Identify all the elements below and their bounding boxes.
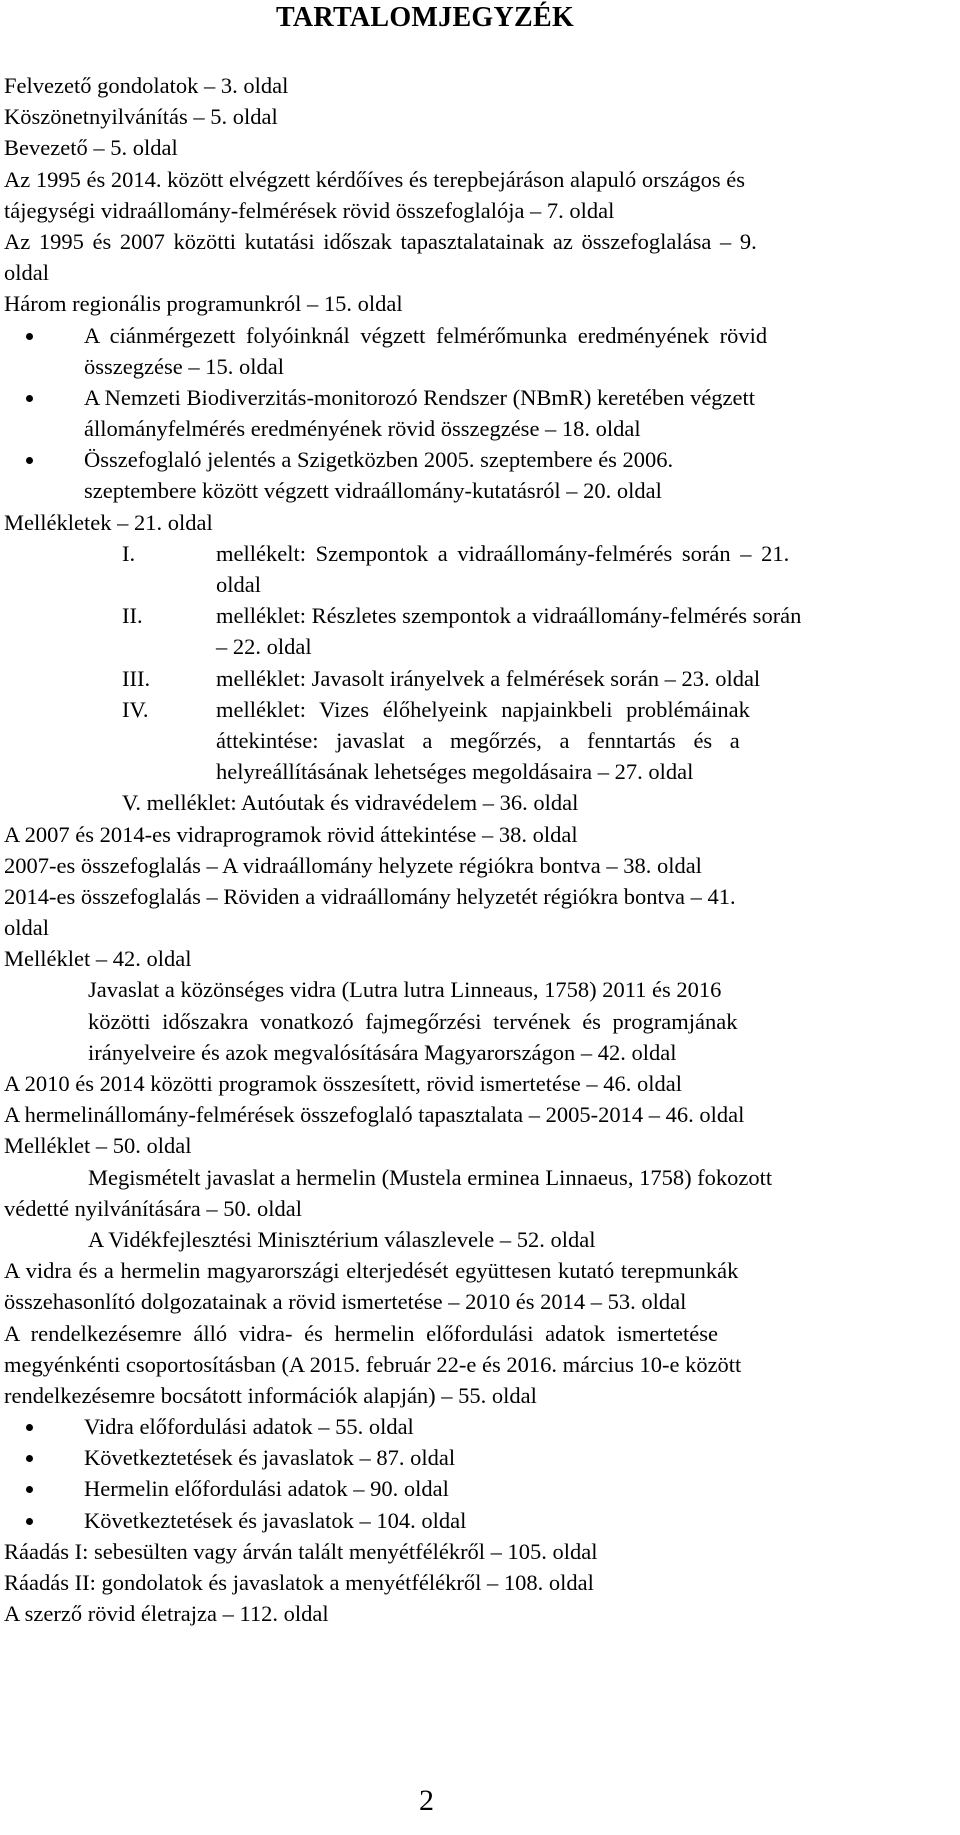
- toc-line: 2014-es összefoglalás – Röviden a vidraállomány helyzetét régiókra bontva – 41.: [4, 883, 736, 909]
- toc-line-text: V. melléklet: Autóutak és vidravédelem – 36. oldal: [122, 790, 579, 816]
- toc-line-text: melléklet: Javasolt irányelvek a felmérések során – 23. oldal: [216, 665, 761, 691]
- toc-line: A vidra és a hermelin magyarországi elterjedését együttesen kutató terepmunkák: [4, 1258, 739, 1284]
- toc-bullet-line: [4, 1442, 944, 1473]
- toc-lines: [4, 70, 944, 1629]
- toc-line: A hermelinállomány-felmérések összefoglaló tapasztalata – 2005-2014 – 46. oldal: [4, 1102, 745, 1128]
- toc-line: védetté nyilvánítására – 50. oldal: [4, 1195, 303, 1221]
- toc-line: Melléklet – 42. oldal: [4, 946, 192, 972]
- toc-line: 2007-es összefoglalás – A vidraállomány helyzete régiókra bontva – 38. oldal: [4, 852, 702, 878]
- page-title: TARTALOMJEGYZÉK: [276, 2, 575, 33]
- toc-line-text: A ciánmérgezett folyóinknál végzett felmérőmunka eredményének rövid: [84, 322, 768, 348]
- toc-line-text: összegzése – 15. oldal: [84, 353, 284, 379]
- toc-line: oldal: [4, 260, 49, 286]
- toc-line-text: Következtetések és javaslatok – 87. oldal: [84, 1445, 456, 1471]
- toc-line: Az 1995 és 2014. között elvégzett kérdőíves és terepbejáráson alapuló országos és: [4, 166, 746, 192]
- toc-numbered-line: [4, 663, 944, 694]
- toc-line: Köszönetnyilvánítás – 5. oldal: [4, 104, 278, 130]
- toc-line: oldal: [4, 915, 49, 941]
- toc-numbered-line: [4, 694, 944, 725]
- toc-line-text: Összefoglaló jelentés a Szigetközben 2005. szeptembere és 2006.: [84, 447, 674, 473]
- toc-line-text: mellékelt: Szempontok a vidraállomány-felmérés során – 21.: [216, 540, 790, 566]
- toc-line: Három regionális programunkról – 15. oldal: [4, 291, 403, 317]
- toc-line: A 2010 és 2014 közötti programok összesített, rövid ismertetése – 46. oldal: [4, 1071, 683, 1096]
- toc-line-text: állományfelmérés eredményének rövid összegzése – 18. oldal: [84, 416, 641, 442]
- toc-line: Melléklet – 50. oldal: [4, 1133, 192, 1159]
- toc-line-text: szeptembere között végzett vidraállomány-kutatásról – 20. oldal: [84, 478, 662, 504]
- toc-line-text: melléklet: Vizes élőhelyeink napjainkbeli problémáinak: [216, 696, 750, 722]
- toc-line: Az 1995 és 2007 közötti kutatási időszak tapasztalatainak az összefoglalása – 9.: [4, 228, 757, 254]
- appendix-number: I.: [122, 540, 136, 566]
- toc-line-text: Vidra előfordulási adatok – 55. oldal: [84, 1414, 414, 1440]
- toc-line-text: melléklet: Részletes szempontok a vidraállomány-felmérés során: [216, 603, 802, 629]
- page-number: 2: [419, 1784, 434, 1817]
- toc-bullet-line: [4, 1473, 944, 1504]
- toc-line: [4, 569, 944, 600]
- toc-line: [4, 413, 944, 444]
- toc-line-text: – 22. oldal: [216, 634, 312, 660]
- toc-line: Felvezető gondolatok – 3. oldal: [4, 73, 289, 98]
- toc-line: [4, 1224, 944, 1255]
- toc-line-text: A Vidékfejlesztési Minisztérium válaszlevele – 52. oldal: [88, 1226, 596, 1252]
- toc-line: összehasonlító dolgozatainak a rövid ismertetése – 2010 és 2014 – 53. oldal: [4, 1289, 687, 1315]
- toc-line: Ráadás I: sebesülten vagy árván talált menyétfélékről – 105. oldal: [4, 1538, 598, 1564]
- toc-line: [4, 787, 944, 818]
- toc-line-text: helyreállításának lehetséges megoldásaira – 27. oldal: [216, 759, 694, 785]
- toc-bullet-line: [4, 320, 944, 351]
- appendix-number: IV.: [122, 696, 149, 722]
- toc-line: [4, 756, 944, 787]
- toc-line: Mellékletek – 21. oldal: [4, 509, 213, 535]
- toc-line: megyénkénti csoportosításban (A 2015. február 22-e és 2016. március 10-e között: [4, 1351, 742, 1377]
- toc-bullet-line: [4, 1505, 944, 1536]
- toc-line-text: A Nemzeti Biodiverzitás-monitorozó Rendszer (NBmR) keretében végzett: [84, 384, 756, 410]
- toc-line-text: irányelveire és azok megvalósítására Magyarországon – 42. oldal: [88, 1039, 677, 1065]
- toc-line: [4, 631, 944, 662]
- toc-bullet-line: [4, 444, 944, 475]
- toc-line: Ráadás II: gondolatok és javaslatok a menyétfélékről – 108. oldal: [4, 1570, 594, 1595]
- toc-line-text: Következtetések és javaslatok – 104. oldal: [84, 1507, 467, 1533]
- toc-line-text: oldal: [216, 572, 261, 597]
- appendix-number: III.: [122, 665, 151, 691]
- toc-line: tájegységi vidraállomány-felmérések rövid összefoglalója – 7. oldal: [4, 197, 615, 223]
- toc-line: [4, 1006, 944, 1037]
- toc-line: A rendelkezésemre álló vidra- és hermelin előfordulási adatok ismertetése: [4, 1320, 718, 1346]
- toc-line: [4, 1162, 944, 1193]
- toc-numbered-line: [4, 600, 944, 631]
- toc-numbered-line: [4, 538, 944, 569]
- toc-line: Bevezető – 5. oldal: [4, 135, 178, 161]
- toc-line-text: Javaslat a közönséges vidra (Lutra lutra Linneaus, 1758) 2011 és 2016: [88, 977, 722, 1003]
- toc-line: [4, 475, 944, 506]
- toc-line: [4, 974, 944, 1005]
- toc-line: A szerző rövid életrajza – 112. oldal: [4, 1601, 329, 1627]
- toc-line-text: közötti időszakra vonatkozó fajmegőrzési tervének és programjának: [88, 1008, 738, 1034]
- toc-bullet-line: [4, 1411, 944, 1442]
- toc-bullet-line: [4, 382, 944, 413]
- toc-line: rendelkezésemre bocsátott információk alapján) – 55. oldal: [4, 1382, 537, 1408]
- appendix-number: II.: [122, 603, 143, 629]
- toc-line-text: Hermelin előfordulási adatok – 90. oldal: [84, 1476, 449, 1502]
- toc-line: A 2007 és 2014-es vidraprogramok rövid áttekintése – 38. oldal: [4, 821, 578, 847]
- toc-line-text: áttekintése: javaslat a megőrzés, a fenntartás és a: [216, 727, 740, 753]
- toc-line: [4, 351, 944, 382]
- toc-line: [4, 1037, 944, 1068]
- toc-line-text: Megismételt javaslat a hermelin (Mustela erminea Linnaeus, 1758) fokozott: [88, 1164, 773, 1190]
- toc-line: [4, 725, 944, 756]
